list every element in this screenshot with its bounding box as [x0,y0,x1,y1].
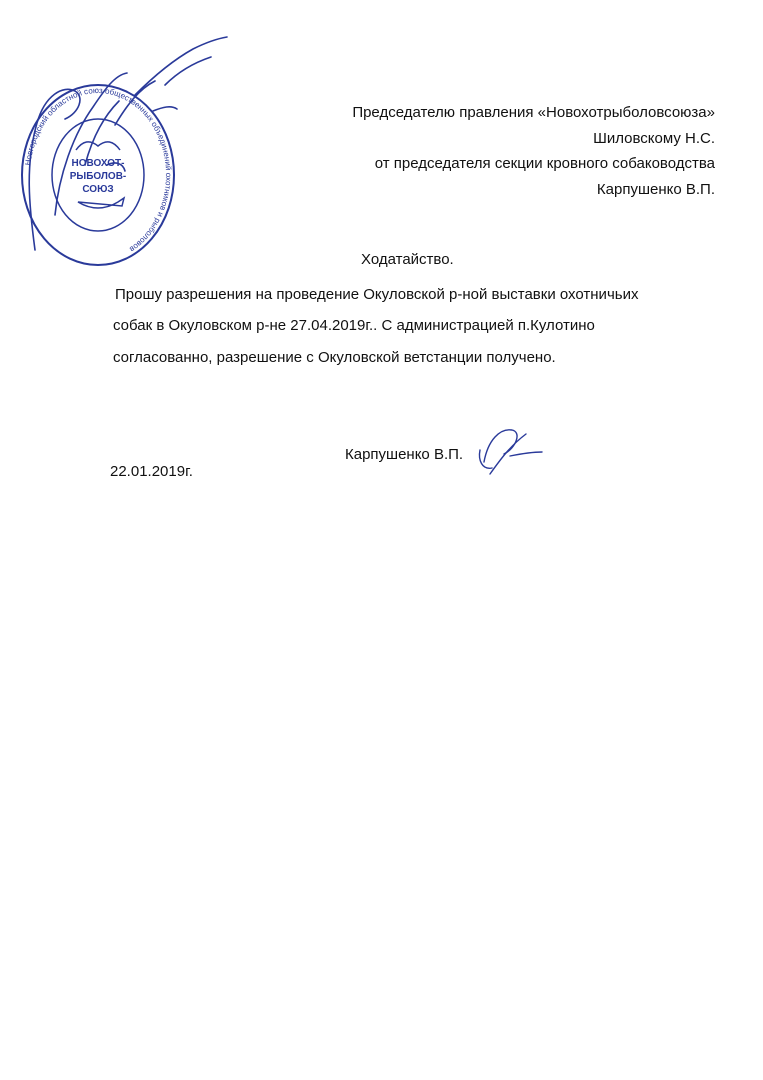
stamp-center-line-1: НОВОХОТ- [71,158,125,169]
body-line-3: согласованно, разрешение с Окуловской ветстанции получено. [113,349,556,366]
signature [470,420,545,480]
stamp-ring-text: Новгородский областной союз общественных объединений охотников и рыболовов [23,85,174,254]
stamp-center-line-3: СОЮЗ [82,184,114,195]
addressee-line-2: Шиловскому Н.С. [593,130,715,147]
sender-line-1: от председателя секции кровного собаководства [374,155,715,172]
body-line-1: Прошу разрешения на проведение Окуловской р-ной выставки охотничьих [115,286,639,303]
document-title: Ходатайство. [361,251,454,268]
document-date: 22.01.2019г. [110,463,193,480]
stamp-center-line-2: РЫБОЛОВ- [69,171,127,182]
signer-name: Карпушенко В.П. [345,446,464,463]
handwritten-resolution [15,15,245,255]
addressee-line-1: Председателю правления «Новохотрыболовсоюза» [352,104,715,121]
body-line-2: собак в Окуловском р-не 27.04.2019г.. С администрацией п.Кулотино [113,317,595,334]
sender-line-2: Карпушенко В.П. [596,181,715,198]
